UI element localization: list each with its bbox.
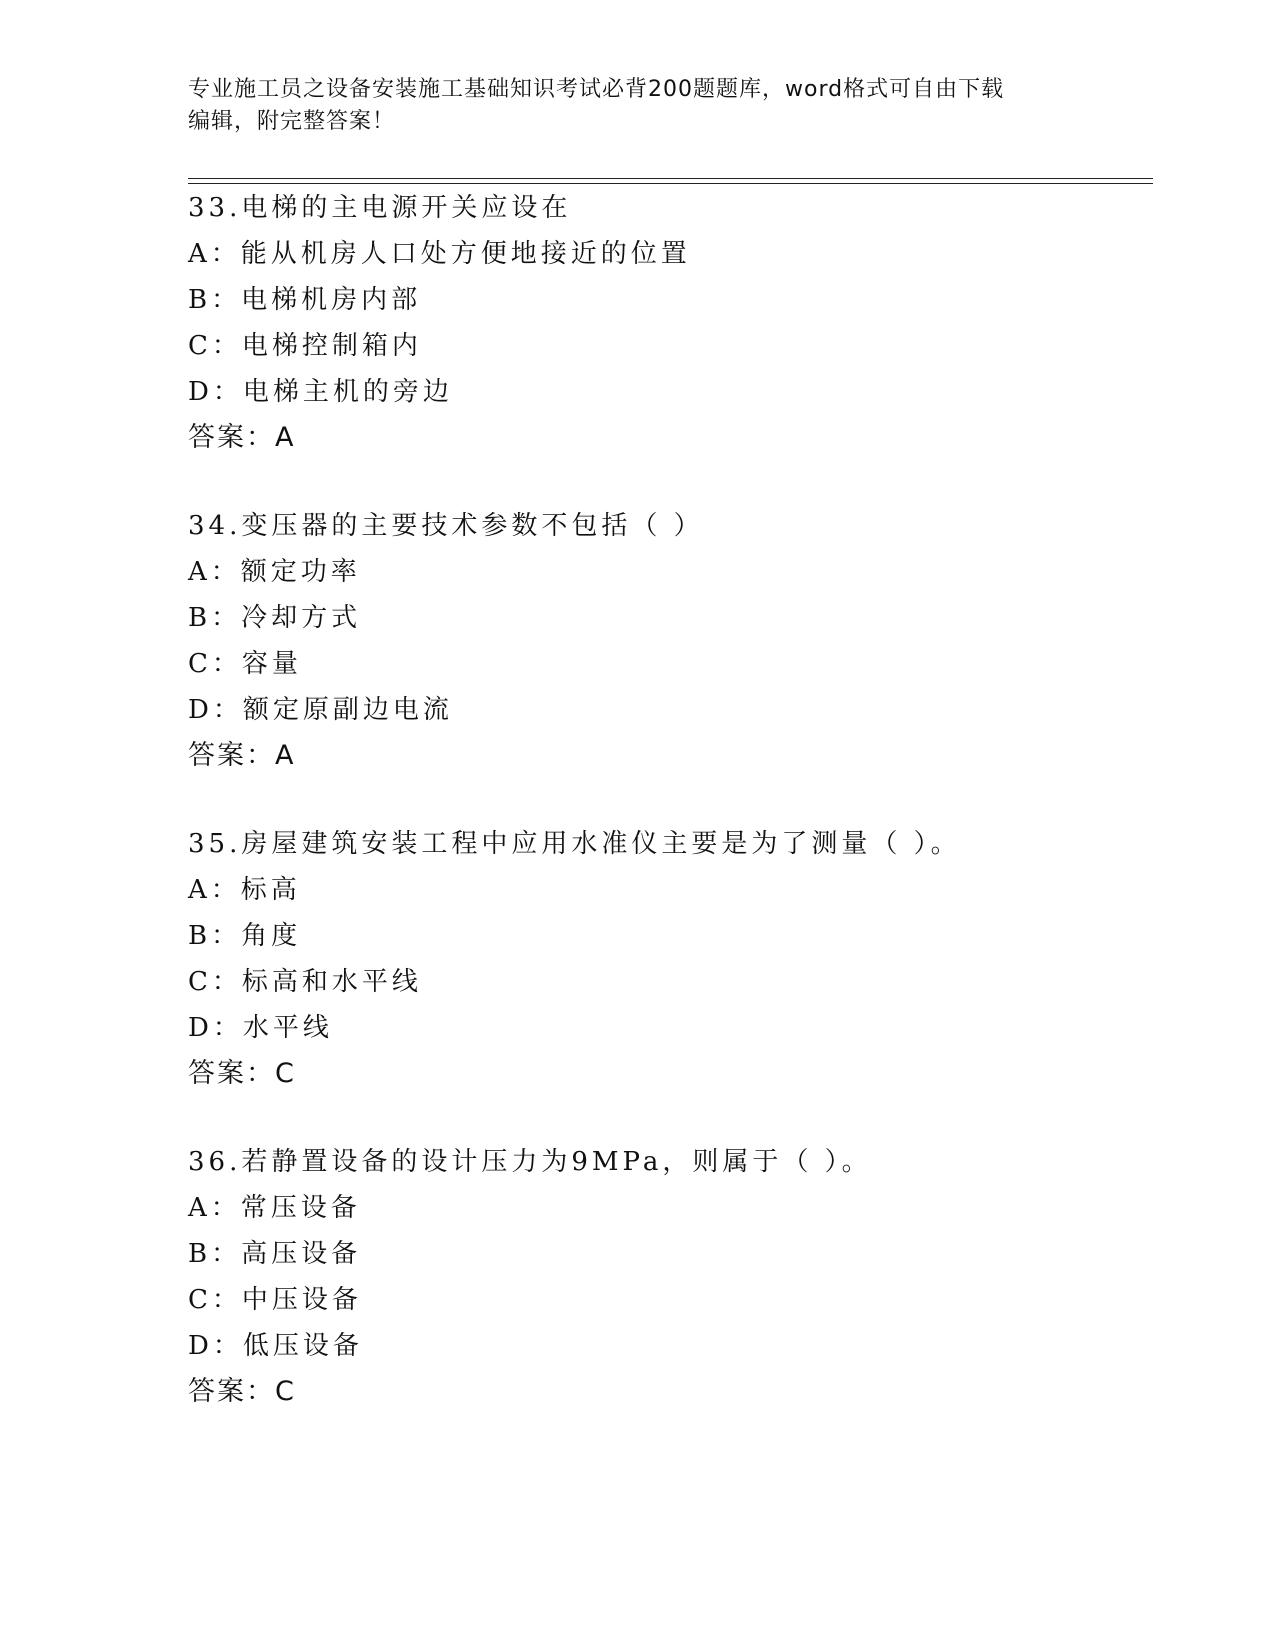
option-d: D：额定原副边电流 bbox=[188, 695, 453, 725]
option-b: B：电梯机房内部 bbox=[188, 285, 422, 315]
question-35 bbox=[188, 821, 1153, 1097]
question-title: 33.电梯的主电源开关应设在 bbox=[188, 193, 572, 223]
answer: 答案：A bbox=[188, 740, 296, 771]
question-title: 36.若静置设备的设计压力为9MPa，则属于（ ）。 bbox=[188, 1147, 872, 1177]
document-header bbox=[188, 74, 1088, 138]
option-c: C：容量 bbox=[188, 649, 302, 679]
question-34 bbox=[188, 503, 1153, 779]
option-a: A：能从机房人口处方便地接近的位置 bbox=[188, 239, 691, 269]
header-line-1: 专业施工员之设备安装施工基础知识考试必背200题题库，word格式可自由下载 bbox=[188, 77, 1005, 102]
option-a: A：额定功率 bbox=[188, 557, 361, 587]
option-d: D：水平线 bbox=[188, 1013, 333, 1043]
question-36 bbox=[188, 1139, 1153, 1415]
header-divider-top bbox=[188, 178, 1153, 179]
option-b: B：高压设备 bbox=[188, 1239, 362, 1269]
option-d: D：电梯主机的旁边 bbox=[188, 377, 453, 407]
header-line-2: 编辑，附完整答案！ bbox=[188, 109, 396, 134]
answer: 答案：C bbox=[188, 1376, 296, 1407]
option-d: D：低压设备 bbox=[188, 1331, 363, 1361]
answer: 答案：C bbox=[188, 1058, 296, 1089]
question-33 bbox=[188, 185, 1153, 461]
option-a: A：常压设备 bbox=[188, 1193, 361, 1223]
option-c: C：电梯控制箱内 bbox=[188, 331, 422, 361]
option-a: A：标高 bbox=[188, 875, 301, 905]
answer: 答案：A bbox=[188, 422, 296, 453]
question-title: 34.变压器的主要技术参数不包括（ ） bbox=[188, 511, 704, 541]
question-title: 35.房屋建筑安装工程中应用水准仪主要是为了测量（ ）。 bbox=[188, 829, 961, 859]
option-b: B：冷却方式 bbox=[188, 603, 362, 633]
option-c: C：中压设备 bbox=[188, 1285, 362, 1315]
option-c: C：标高和水平线 bbox=[188, 967, 422, 997]
option-b: B：角度 bbox=[188, 921, 302, 951]
header-divider-bottom bbox=[188, 183, 1153, 184]
